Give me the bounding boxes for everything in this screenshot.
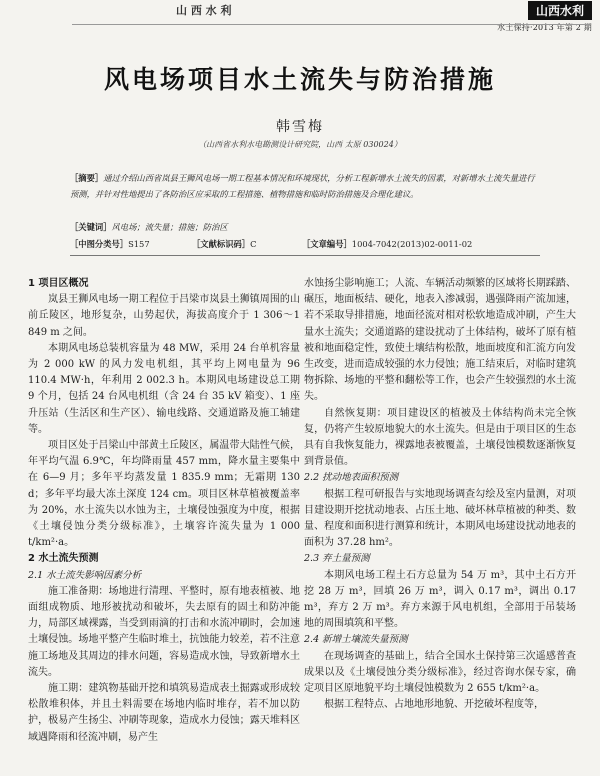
- classification-line: [70, 238, 550, 250]
- abstract-rule: [70, 255, 540, 256]
- keywords-label: ［关键词］: [70, 222, 112, 232]
- body-column-right: [304, 276, 576, 713]
- paragraph: 项目区处于吕梁山中部黄土丘陵区，属温带大陆性气候，年平均气温 6.9℃，年均降雨量 457 mm，降水量主要集中在 6—9 月；多年平均蒸发量 1 835.9 mm；无霜期 130 d；多年平均最大冻土深度 124 cm。项目区林草植被覆盖率为 20%，水土流失以水蚀为主，土壤侵蚀强度为中度，根据《土壤侵蚀分类分级标准》，土壤容许流失量为 1 000 t/km²·a。: [28, 440, 300, 549]
- subsection-heading: 2.1 水土流失影响因素分析: [28, 569, 142, 581]
- subsection-heading: 2.3 弃土量预测: [304, 553, 370, 565]
- section-heading: 1 项目区概况: [28, 278, 89, 289]
- paragraph: 本期风电场工程土石方总量为 54 万 m³，其中土石方开挖 28 万 m³，回填 26 万 m³，调入 0.17 m³，调出 0.17 m³，弃方 2 万 m³。弃方来源于风电机组，全部用于吊装场地的周围填筑和平整。: [304, 569, 576, 630]
- paragraph: 施工准备期：场地进行清理、平整时，原有地表植被、地面组成物质、地形被扰动和破坏，失去原有的固土和防冲能力，局部区域裸露，当受到雨滴的打击和水流冲刷时，会加速土壤侵蚀。场地平整产生临时堆土，抗蚀能力较差，若不注意施工场地及其周边的排水问题，容易造成水蚀，导致新增水土流失。: [28, 585, 300, 678]
- header-rule: [72, 24, 590, 25]
- paragraph: 施工期：建筑物基础开挖和填筑易造成表土掘露或形成较松散堆积体，并且土料需要在场地内临时堆存，若不加以防护，极易产生扬尘、冲刷等现象，造成水力侵蚀；露天堆料区域遇降雨和径流冲刷，易产生: [28, 683, 300, 743]
- body-column-left: [28, 276, 300, 746]
- paragraph: 根据工程特点、占地地形地貌、开挖破坏程度等，: [324, 699, 544, 711]
- subsection-heading: 2.2 扰动地表面积预测: [304, 472, 399, 484]
- paragraph: 在现场调查的基础上，结合全国水土保持第三次遥感普查成果以及《土壤侵蚀分类分级标准》，经过咨询水保专家，确定项目区原地貌平均土壤侵蚀模数为 2 655 t/km²·a。: [304, 650, 576, 695]
- clc-value: S157: [128, 239, 150, 249]
- author-affiliation: （山西省水利水电勘测设计研究院，山西 太原 030024）: [198, 140, 402, 149]
- article-no-label: ［文章编号］: [302, 239, 352, 249]
- article-author: 韩雪梅: [276, 119, 324, 135]
- doc-code-label: ［文献标识码］: [192, 239, 251, 249]
- doc-code-value: C: [250, 239, 257, 249]
- clc-label: ［中图分类号］: [70, 239, 129, 249]
- paragraph: 自然恢复期：项目建设区的植被及土体结构尚未完全恢复，仍将产生较原地貌大的水土流失。但是由于项目区的生态具有自我恢复能力，裸露地表被覆盖，土壤侵蚀模数逐渐恢复到背景值。: [304, 407, 576, 468]
- paragraph: 根据工程可研报告与实地现场调查勾绘及室内量测，对项目建设期开挖扰动地表、占压土地、破坏林草植被的种类、数量、程度和面积进行测算和统计，本期风电场建设扰动地表的面积为 37.28 hm²。: [304, 488, 576, 549]
- paragraph: 岚县王狮风电场一期工程位于吕梁市岚县土狮镇周围的山前丘陵区，地形复杂，山势起伏，海拔高度介于 1 306～1 849 m 之间。: [28, 294, 300, 338]
- keywords-text: 风电场；流失量；措施；防治区: [111, 222, 228, 232]
- section-heading: 2 水土流失预测: [28, 553, 99, 565]
- running-head-left: 山 西 水 利: [176, 4, 232, 17]
- abstract-label: ［摘要］: [70, 173, 104, 183]
- subsection-heading: 2.4 新增土壤流失量预测: [304, 634, 408, 646]
- article-no-value: 1004-7042(2013)02-0011-02: [351, 239, 473, 249]
- abstract: [70, 171, 540, 202]
- paragraph: 本期风电场总装机容量为 48 MW，采用 24 台单机容量为 2 000 kW 的风力发电机组，其平均上网电量为 96 110.4 MW·h，年利用 2 002.3 h。本期风电场建设总工期 9 个月，包括 24 台风电机组（含 24 台 35 kV 箱变）、1 座升压站（生活区和生产区）、输电线路、交通道路及施工辅建等。: [28, 342, 300, 435]
- journal-brand: 山西水利: [528, 1, 592, 20]
- journal-issue: 水土保持·2013 年第 2 期: [497, 23, 592, 32]
- paragraph: 水蚀扬尘影响施工；人流、车辆活动频繁的区域将长期踩踏、碾压，地面板结、硬化，地表入渗减弱，遇强降雨产流加速，若不采取导排措施，地面径流对相对松软地造成冲刷，产生大量水土流失；交通道路的建设扰动了土体结构，破坏了原有植被和地面稳定性，致使土壤结构松散，地面坡度和汇流方向发生改变，进而造成较强的水力侵蚀；施工结束后，对临时建筑物拆除、场地的平整和翻松等工作，也会产生较强烈的水土流失。: [304, 278, 576, 403]
- keywords: [70, 221, 540, 233]
- abstract-text: 通过介绍山西省岚县王狮风电场一期工程基本情况和环境现状，分析工程新增水土流失的因素，对新增水土流失量进行预测，并针对性地提出了各防治区应采取的工程措施、植物措施和临时防治措施及合理化建议。: [70, 173, 535, 199]
- article-title: 风电场项目水土流失与防治措施: [103, 65, 496, 94]
- journal-header: [497, 0, 592, 33]
